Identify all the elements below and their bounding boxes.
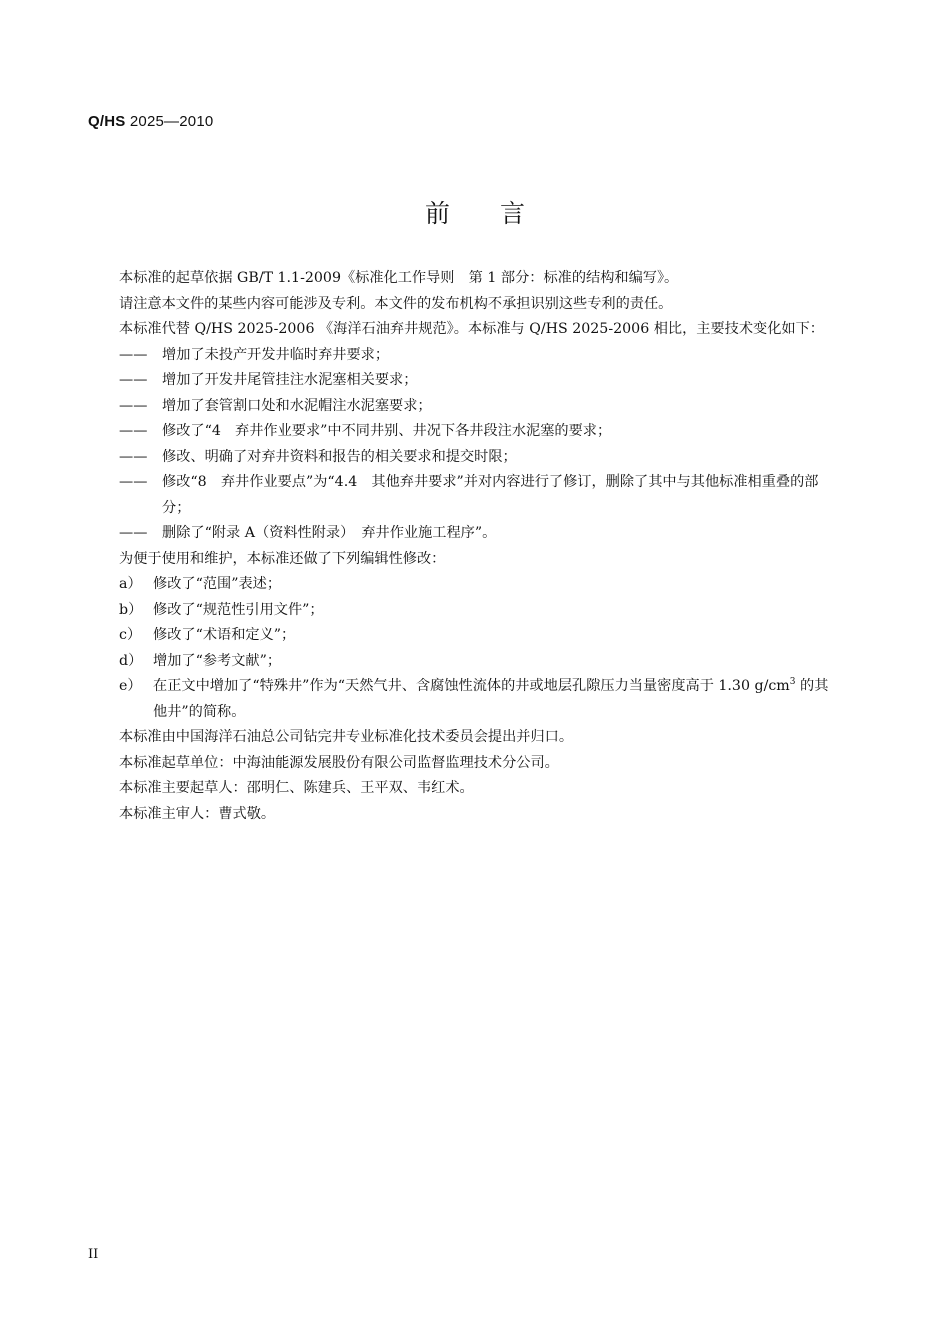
page-title: 前 言 <box>424 199 525 228</box>
list-item: —— 修改、明确了对弃井资料和报告的相关要求和提交时限； <box>88 445 840 471</box>
superscript: 3 <box>789 677 796 687</box>
list-item: —— 删除了“附录 A（资料性附录） 弃井作业施工程序”。 <box>88 521 840 547</box>
list-marker: b） <box>119 601 143 618</box>
dash-marker: —— <box>119 474 148 490</box>
list-marker: d） <box>119 652 143 669</box>
list-marker: c） <box>119 627 142 643</box>
paragraph-basis: 本标准的起草依据 GB/T 1.1-2009《标准化工作导则 第 1 部分：标准的结构和编写》。 <box>119 270 679 286</box>
dash-marker: —— <box>119 423 148 439</box>
list-item: e） 在正文中增加了“特殊井”作为“天然气井、含腐蚀性流体的井或地层孔隙压力当量密度高于 1.30 $g/cm^3$ 的其他井”的简称。 <box>88 674 840 725</box>
paragraph-editorial-intro: 为便于使用和维护，本标准还做了下列编辑性修改： <box>119 550 446 567</box>
standard-number: 2025—2010 <box>129 113 214 130</box>
list-item: —— 修改“8 弃井作业要点”为“4.4 其他弃井要求”并对内容进行了修订，删除了其中与其他标准相重叠的部分； <box>88 470 840 521</box>
standard-code: Q/HS <box>88 113 126 130</box>
paragraph-patent: 请注意本文件的某些内容可能涉及专利。本文件的发布机构不承担识别这些专利的责任。 <box>119 295 673 312</box>
dash-marker: —— <box>119 397 148 414</box>
paragraph-drafting-unit: 本标准起草单位：中海油能源发展股份有限公司监督监理技术分公司。 <box>119 754 559 771</box>
foreword-body <box>88 266 840 827</box>
document-header <box>88 113 213 130</box>
list-item: —— 增加了套管割口处和水泥帽注水泥塞要求； <box>88 394 840 420</box>
list-item: —— 增加了未投产开发井临时弃井要求； <box>88 343 840 369</box>
list-item: b） 修改了“规范性引用文件”； <box>88 598 840 624</box>
technical-changes-list <box>88 343 840 547</box>
dash-marker: —— <box>119 372 148 388</box>
list-item: —— 增加了开发井尾管挂注水泥塞相关要求； <box>88 368 840 394</box>
list-item: a） 修改了“范围”表述； <box>88 572 840 598</box>
paragraph-replaces: 本标准代替 Q/HS 2025-2006 《海洋石油弃井规范》。本标准与 Q/HS 2025-2006 相比，主要技术变化如下： <box>119 321 824 337</box>
page-number: II <box>88 1247 99 1262</box>
dash-marker: —— <box>119 346 148 363</box>
editorial-changes-list <box>88 572 840 725</box>
list-item: —— 修改了“4 弃井作业要求”中不同井别、井况下各井段注水泥塞的要求； <box>88 419 840 445</box>
list-marker: a） <box>119 576 142 592</box>
dash-marker: —— <box>119 525 148 541</box>
paragraph-proposer: 本标准由中国海洋石油总公司钻完井专业标准化技术委员会提出并归口。 <box>119 729 574 745</box>
list-marker: e） <box>119 678 142 694</box>
list-item: d） 增加了“参考文献”； <box>88 649 840 675</box>
dash-marker: —— <box>119 448 148 465</box>
paragraph-reviewer: 本标准主审人：曹式敬。 <box>119 805 276 822</box>
list-item: c） 修改了“术语和定义”； <box>88 623 840 649</box>
paragraph-drafters: 本标准主要起草人：邵明仁、陈建兵、王平双、韦红术。 <box>119 780 474 796</box>
